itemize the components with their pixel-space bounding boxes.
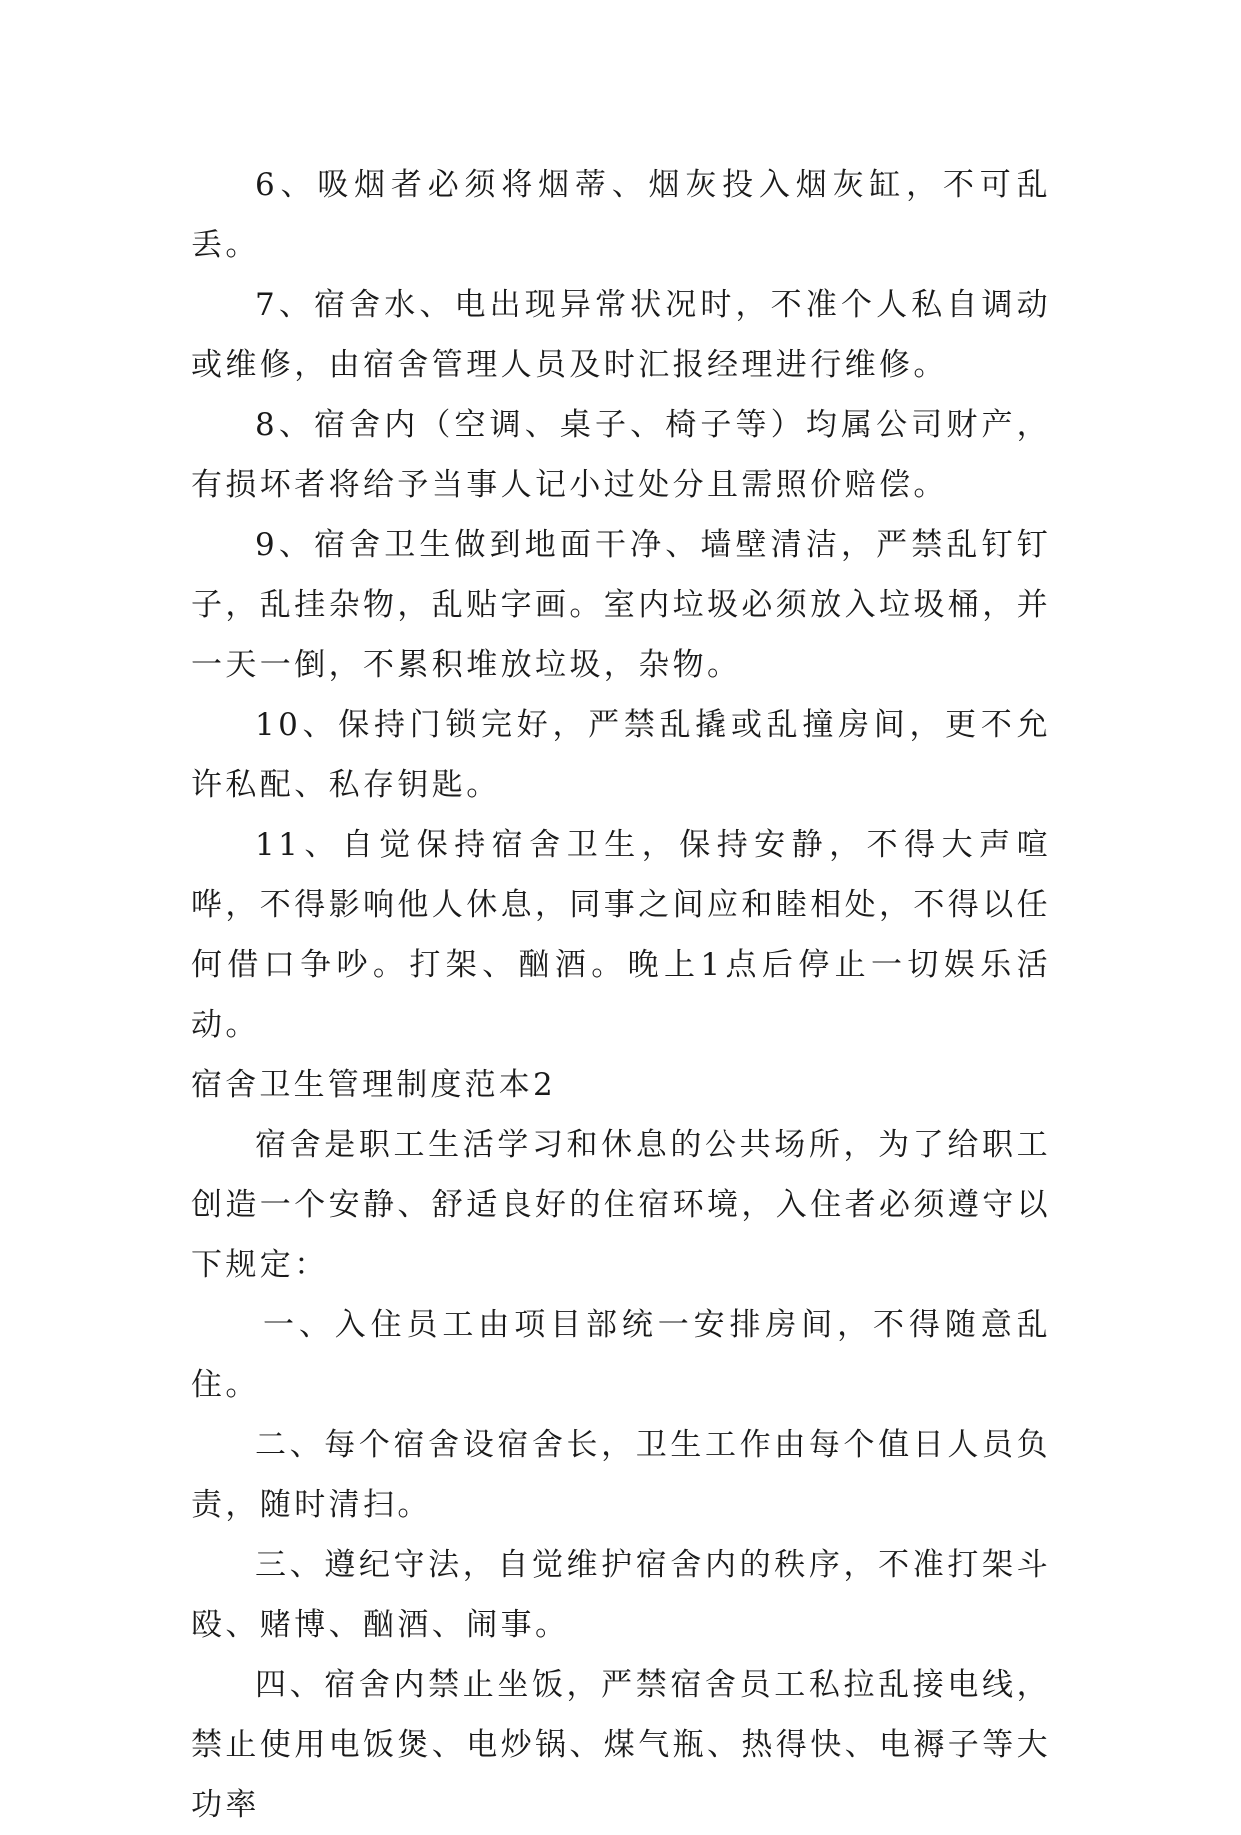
rule-7-paragraph: 7、宿舍水、电出现异常状况时，不准个人私自调动或维修，由宿舍管理人员及时汇报经理进行维修。 [191, 287, 1051, 383]
rule-6-paragraph: 6、吸烟者必须将烟蒂、烟灰投入烟灰缸，不可乱丢。 [191, 167, 1051, 263]
section-heading: 宿舍卫生管理制度范本2 [191, 1067, 556, 1103]
rule-8-paragraph: 8、宿舍内（空调、桌子、椅子等）均属公司财产，有损坏者将给予当事人记小过处分且需照价赔偿。 [191, 407, 1051, 503]
rule-10-paragraph: 10、保持门锁完好，严禁乱撬或乱撞房间，更不允许私配、私存钥匙。 [191, 707, 1051, 803]
rule-three-paragraph: 三、遵纪守法，自觉维护宿舍内的秩序，不准打架斗殴、赌博、酗酒、闹事。 [191, 1547, 1051, 1643]
rule-9-paragraph: 9、宿舍卫生做到地面干净、墙壁清洁，严禁乱钉钉子，乱挂杂物，乱贴字画。室内垃圾必须放入垃圾桶，并一天一倒，不累积堆放垃圾，杂物。 [191, 527, 1051, 683]
document-body [191, 155, 1051, 1835]
intro-paragraph: 宿舍是职工生活学习和休息的公共场所，为了给职工创造一个安静、舒适良好的住宿环境，入住者必须遵守以下规定： [191, 1127, 1051, 1283]
rule-11-paragraph: 11、自觉保持宿舍卫生，保持安静，不得大声喧哗，不得影响他人休息，同事之间应和睦相处，不得以任何借口争吵。打架、酗酒。晚上1点后停止一切娱乐活动。 [191, 827, 1051, 1043]
rule-four-paragraph: 四、宿舍内禁止坐饭，严禁宿舍员工私拉乱接电线，禁止使用电饭煲、电炒锅、煤气瓶、热得快、电褥子等大功率 [191, 1667, 1051, 1823]
rule-one-paragraph: 一、入住员工由项目部统一安排房间，不得随意乱住。 [191, 1307, 1051, 1403]
rule-two-paragraph: 二、每个宿舍设宿舍长，卫生工作由每个值日人员负责，随时清扫。 [191, 1427, 1051, 1523]
